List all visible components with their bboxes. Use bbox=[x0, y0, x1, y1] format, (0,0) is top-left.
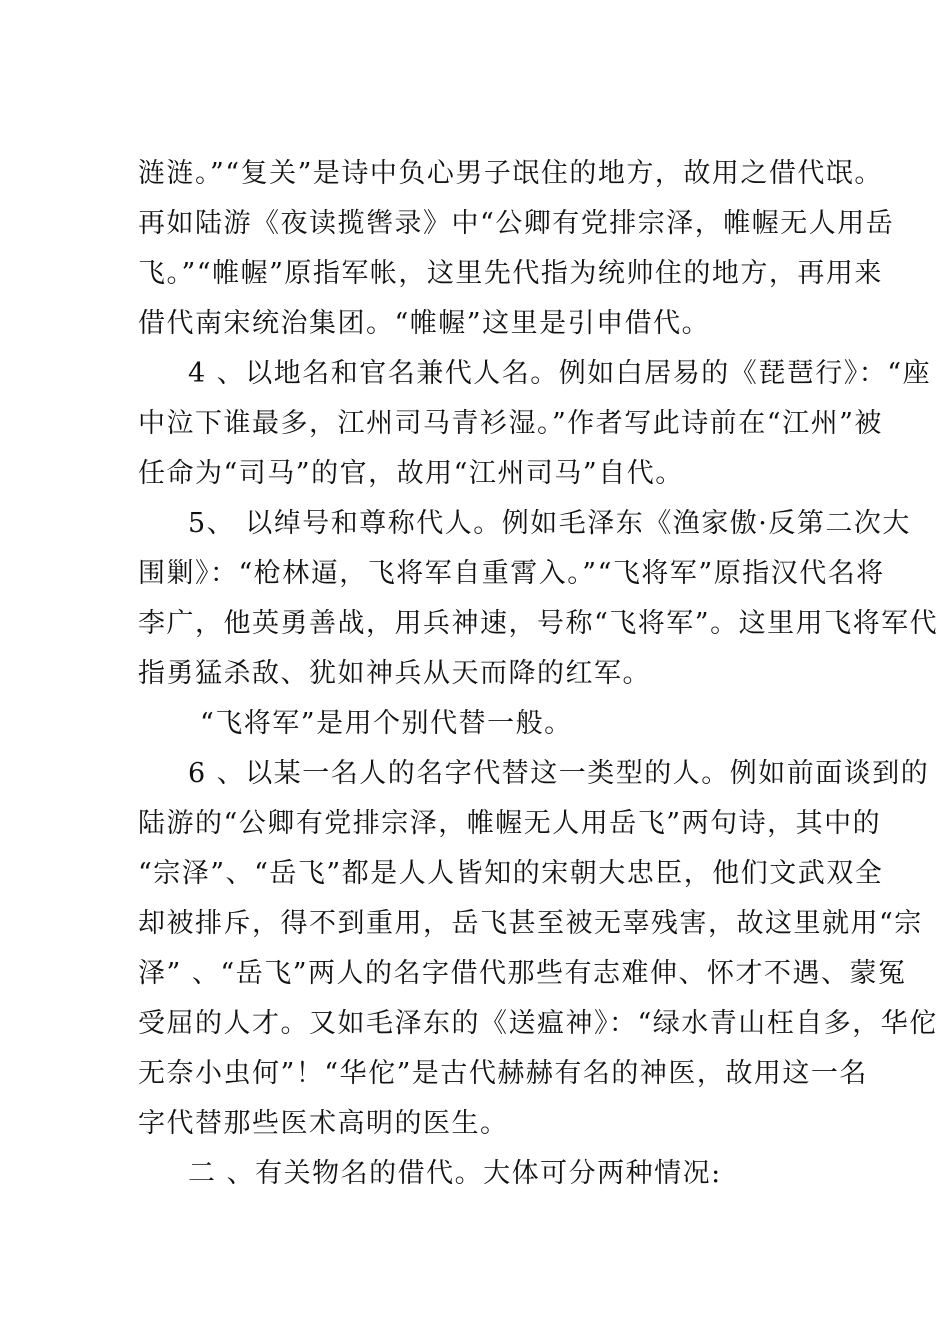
text-line: 5、 以绰号和尊称代人。例如毛泽东《渔家傲·反第二次大 bbox=[188, 508, 911, 539]
text-line: 陆游的“公卿有党排宗泽，帷幄无人用岳飞”两句诗，其中的 bbox=[138, 808, 882, 839]
section-heading: 二 、有关物名的借代。大体可分两种情况: bbox=[188, 1158, 722, 1189]
text-line: 中泣下谁最多，江州司马青衫湿。”作者写此诗前在“江州”被 bbox=[138, 408, 883, 439]
text-line: 再如陆游《夜读揽辔录》中“公卿有党排宗泽，帷幄无人用岳 bbox=[138, 208, 895, 239]
text-line: “宗泽”、“岳飞”都是人人皆知的宋朝大忠臣，他们文武双全 bbox=[138, 858, 884, 889]
text-line: 受屈的人才。又如毛泽东的《送瘟神》：“绿水青山枉自多，华佗 bbox=[138, 1008, 938, 1039]
text-line: 飞。”“帷幄”原指军帐，这里先代指为统帅住的地方，再用来 bbox=[138, 258, 883, 289]
text-line: 涟涟。”“复关”是诗中负心男子氓住的地方，故用之借代氓。 bbox=[138, 158, 883, 189]
text-line: 6 、以某一名人的名字代替这一类型的人。例如前面谈到的 bbox=[188, 758, 930, 789]
text-line: 任命为“司马”的官，故用“江州司马”自代。 bbox=[138, 458, 684, 489]
text-line: 李广，他英勇善战，用兵神速，号称“飞将军”。这里用飞将军代 bbox=[138, 608, 939, 639]
text-line: 指勇猛杀敌、犹如神兵从天而降的红军。 bbox=[138, 658, 651, 689]
text-line: 4 、以地名和官名兼代人名。例如白居易的《琵琶行》：“座 bbox=[188, 358, 932, 389]
text-line: 借代南宋统治集团。“帷幄”这里是引申借代。 bbox=[138, 308, 711, 339]
text-line: “飞将军”是用个别代替一般。 bbox=[200, 708, 573, 739]
text-line: 围剿》：“枪林逼，飞将军自重霄入。”“飞将军”原指汉代名将 bbox=[138, 558, 885, 589]
text-line: 字代替那些医术高明的医生。 bbox=[138, 1108, 509, 1139]
text-line: 却被排斥，得不到重用，岳飞甚至被无辜残害，故这里就用“宗 bbox=[138, 908, 923, 939]
text-line: 无奈小虫何”！“华佗”是古代赫赫有名的神医，故用这一名 bbox=[138, 1058, 868, 1089]
text-line: 泽” 、“岳飞”两人的名字借代那些有志难伸、怀才不遇、蒙冤 bbox=[138, 958, 907, 989]
